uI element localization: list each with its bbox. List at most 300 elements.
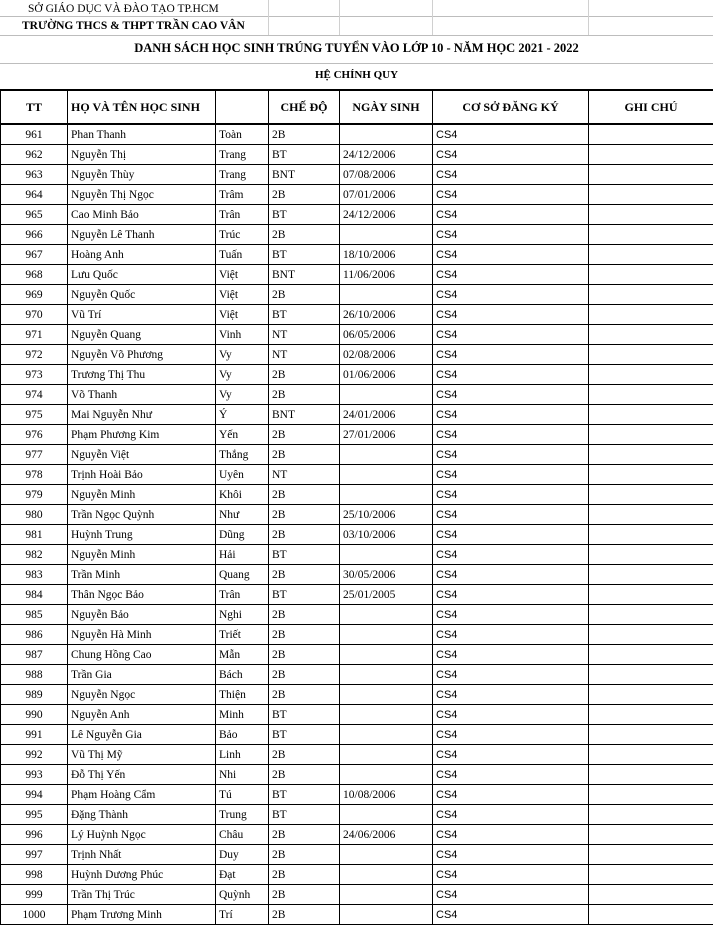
cell-given-name: Trâm [216, 185, 269, 205]
table-row [1, 124, 713, 145]
cell-birthdate: 02/08/2006 [340, 345, 433, 365]
cell-given-name: Bảo [216, 725, 269, 745]
cell-tt: 986 [1, 625, 68, 645]
cell-campus: CS4 [433, 625, 589, 645]
cell-regime: 2B [269, 124, 340, 145]
cell-birthdate: 06/05/2006 [340, 325, 433, 345]
cell-given-name: Triết [216, 625, 269, 645]
table-header-row [1, 90, 713, 124]
cell-regime: BT [269, 545, 340, 565]
column-header-note: GHI CHÚ [589, 90, 713, 124]
cell-regime: 2B [269, 825, 340, 845]
cell-campus: CS4 [433, 705, 589, 725]
cell-tt: 983 [1, 565, 68, 585]
cell-campus: CS4 [433, 445, 589, 465]
cell-birthdate: 24/12/2006 [340, 205, 433, 225]
table-row [1, 405, 713, 425]
cell-tt: 999 [1, 885, 68, 905]
sheet-gridline [339, 0, 340, 35]
cell-note [589, 245, 713, 265]
cell-family-name: Nguyễn Võ Phương [68, 345, 216, 365]
cell-tt: 979 [1, 485, 68, 505]
cell-family-name: Lưu Quốc [68, 265, 216, 285]
cell-birthdate: 25/10/2006 [340, 505, 433, 525]
cell-family-name: Phạm Trương Minh [68, 905, 216, 925]
cell-note [589, 145, 713, 165]
cell-regime: 2B [269, 565, 340, 585]
cell-regime: 2B [269, 625, 340, 645]
cell-note [589, 505, 713, 525]
cell-tt: 974 [1, 385, 68, 405]
cell-note [589, 285, 713, 305]
table-row [1, 605, 713, 625]
cell-campus: CS4 [433, 165, 589, 185]
cell-note [589, 845, 713, 865]
document-subtitle: HỆ CHÍNH QUY [0, 69, 713, 81]
cell-campus: CS4 [433, 845, 589, 865]
cell-birthdate [340, 665, 433, 685]
cell-note [589, 905, 713, 925]
cell-regime: 2B [269, 525, 340, 545]
table-row [1, 205, 713, 225]
cell-given-name: Uyên [216, 465, 269, 485]
cell-birthdate: 24/01/2006 [340, 405, 433, 425]
cell-regime: 2B [269, 645, 340, 665]
cell-note [589, 545, 713, 565]
cell-campus: CS4 [433, 185, 589, 205]
table-row [1, 465, 713, 485]
cell-given-name: Thắng [216, 445, 269, 465]
cell-given-name: Linh [216, 745, 269, 765]
cell-tt: 969 [1, 285, 68, 305]
table-row [1, 625, 713, 645]
cell-given-name: Vy [216, 345, 269, 365]
table-row [1, 185, 713, 205]
cell-birthdate [340, 765, 433, 785]
cell-campus: CS4 [433, 465, 589, 485]
cell-regime: 2B [269, 865, 340, 885]
cell-tt: 993 [1, 765, 68, 785]
cell-given-name: Khôi [216, 485, 269, 505]
cell-note [589, 465, 713, 485]
cell-family-name: Lê Nguyễn Gia [68, 725, 216, 745]
cell-family-name: Trịnh Nhất [68, 845, 216, 865]
cell-birthdate: 30/05/2006 [340, 565, 433, 585]
cell-regime: 2B [269, 185, 340, 205]
table-row [1, 725, 713, 745]
cell-tt: 968 [1, 265, 68, 285]
cell-campus: CS4 [433, 865, 589, 885]
cell-tt: 967 [1, 245, 68, 265]
cell-tt: 996 [1, 825, 68, 845]
cell-given-name: Việt [216, 265, 269, 285]
table-row [1, 545, 713, 565]
cell-given-name: Tuấn [216, 245, 269, 265]
cell-given-name: Ý [216, 405, 269, 425]
table-row [1, 805, 713, 825]
cell-regime: BT [269, 585, 340, 605]
table-row [1, 325, 713, 345]
cell-campus: CS4 [433, 305, 589, 325]
cell-given-name: Quang [216, 565, 269, 585]
cell-given-name: Hải [216, 545, 269, 565]
cell-family-name: Lý Huỳnh Ngọc [68, 825, 216, 845]
cell-campus: CS4 [433, 805, 589, 825]
cell-campus: CS4 [433, 145, 589, 165]
cell-campus: CS4 [433, 265, 589, 285]
table-row [1, 525, 713, 545]
cell-birthdate: 01/06/2006 [340, 365, 433, 385]
cell-campus: CS4 [433, 345, 589, 365]
cell-note [589, 325, 713, 345]
cell-given-name: Đạt [216, 865, 269, 885]
cell-campus: CS4 [433, 665, 589, 685]
cell-tt: 966 [1, 225, 68, 245]
cell-note [589, 665, 713, 685]
column-header-birthdate: NGÀY SINH [340, 90, 433, 124]
cell-family-name: Nguyễn Lê Thanh [68, 225, 216, 245]
cell-birthdate [340, 645, 433, 665]
cell-tt: 971 [1, 325, 68, 345]
cell-given-name: Nhi [216, 765, 269, 785]
cell-campus: CS4 [433, 885, 589, 905]
cell-regime: 2B [269, 485, 340, 505]
cell-campus: CS4 [433, 645, 589, 665]
cell-regime: BT [269, 725, 340, 745]
cell-birthdate: 27/01/2006 [340, 425, 433, 445]
cell-birthdate [340, 905, 433, 925]
table-row [1, 585, 713, 605]
column-header-tt: TT [1, 90, 68, 124]
cell-regime: 2B [269, 385, 340, 405]
column-header-regime: CHẾ ĐỘ [269, 90, 340, 124]
cell-tt: 962 [1, 145, 68, 165]
cell-tt: 965 [1, 205, 68, 225]
cell-campus: CS4 [433, 245, 589, 265]
cell-given-name: Vy [216, 385, 269, 405]
cell-regime: 2B [269, 685, 340, 705]
cell-tt: 977 [1, 445, 68, 465]
cell-family-name: Nguyễn Hà Minh [68, 625, 216, 645]
cell-note [589, 725, 713, 745]
student-table [0, 89, 713, 925]
cell-tt: 988 [1, 665, 68, 685]
table-row [1, 885, 713, 905]
cell-birthdate [340, 485, 433, 505]
cell-regime: 2B [269, 285, 340, 305]
cell-campus: CS4 [433, 505, 589, 525]
cell-tt: 984 [1, 585, 68, 605]
column-header-given-name [216, 90, 269, 124]
cell-campus: CS4 [433, 685, 589, 705]
table-row [1, 505, 713, 525]
cell-tt: 985 [1, 605, 68, 625]
cell-family-name: Nguyễn Minh [68, 545, 216, 565]
column-header-name: HỌ VÀ TÊN HỌC SINH [68, 90, 216, 124]
cell-note [589, 185, 713, 205]
cell-note [589, 705, 713, 725]
cell-family-name: Nguyễn Minh [68, 485, 216, 505]
cell-birthdate [340, 865, 433, 885]
table-row [1, 905, 713, 925]
cell-tt: 995 [1, 805, 68, 825]
cell-birthdate: 24/12/2006 [340, 145, 433, 165]
cell-tt: 964 [1, 185, 68, 205]
table-row [1, 565, 713, 585]
cell-note [589, 165, 713, 185]
cell-tt: 975 [1, 405, 68, 425]
cell-family-name: Huỳnh Dương Phúc [68, 865, 216, 885]
cell-family-name: Nguyễn Thị Ngọc [68, 185, 216, 205]
cell-family-name: Chung Hồng Cao [68, 645, 216, 665]
cell-note [589, 425, 713, 445]
cell-note [589, 225, 713, 245]
cell-given-name: Toàn [216, 124, 269, 145]
cell-family-name: Hoàng Anh [68, 245, 216, 265]
cell-note [589, 305, 713, 325]
table-row [1, 165, 713, 185]
cell-tt: 989 [1, 685, 68, 705]
cell-tt: 972 [1, 345, 68, 365]
cell-regime: 2B [269, 745, 340, 765]
cell-birthdate: 26/10/2006 [340, 305, 433, 325]
cell-birthdate [340, 725, 433, 745]
cell-given-name: Trang [216, 165, 269, 185]
cell-campus: CS4 [433, 525, 589, 545]
table-row [1, 865, 713, 885]
cell-given-name: Bách [216, 665, 269, 685]
cell-note [589, 805, 713, 825]
cell-birthdate [340, 605, 433, 625]
table-row [1, 445, 713, 465]
cell-tt: 970 [1, 305, 68, 325]
cell-given-name: Minh [216, 705, 269, 725]
sheet-gridline [432, 0, 433, 35]
cell-campus: CS4 [433, 765, 589, 785]
cell-given-name: Dũng [216, 525, 269, 545]
table-row [1, 425, 713, 445]
cell-given-name: Nghi [216, 605, 269, 625]
cell-given-name: Trí [216, 905, 269, 925]
cell-campus: CS4 [433, 365, 589, 385]
cell-tt: 990 [1, 705, 68, 725]
table-row [1, 665, 713, 685]
cell-tt: 992 [1, 745, 68, 765]
cell-tt: 963 [1, 165, 68, 185]
cell-campus: CS4 [433, 905, 589, 925]
cell-family-name: Nguyễn Thùy [68, 165, 216, 185]
cell-regime: BT [269, 705, 340, 725]
table-row [1, 705, 713, 725]
cell-regime: NT [269, 325, 340, 345]
cell-birthdate: 18/10/2006 [340, 245, 433, 265]
cell-family-name: Huỳnh Trung [68, 525, 216, 545]
table-row [1, 145, 713, 165]
cell-family-name: Võ Thanh [68, 385, 216, 405]
cell-campus: CS4 [433, 545, 589, 565]
cell-tt: 973 [1, 365, 68, 385]
cell-campus: CS4 [433, 785, 589, 805]
cell-birthdate [340, 465, 433, 485]
cell-family-name: Nguyễn Việt [68, 445, 216, 465]
cell-given-name: Vinh [216, 325, 269, 345]
cell-given-name: Trang [216, 145, 269, 165]
cell-given-name: Trúc [216, 225, 269, 245]
cell-tt: 981 [1, 525, 68, 545]
cell-family-name: Nguyễn Ngọc [68, 685, 216, 705]
cell-regime: NT [269, 345, 340, 365]
table-row [1, 745, 713, 765]
table-row [1, 685, 713, 705]
cell-note [589, 345, 713, 365]
cell-tt: 1000 [1, 905, 68, 925]
cell-given-name: Châu [216, 825, 269, 845]
cell-birthdate [340, 705, 433, 725]
cell-campus: CS4 [433, 745, 589, 765]
cell-regime: 2B [269, 425, 340, 445]
cell-given-name: Duy [216, 845, 269, 865]
cell-campus: CS4 [433, 425, 589, 445]
cell-family-name: Nguyễn Quốc [68, 285, 216, 305]
cell-regime: 2B [269, 225, 340, 245]
cell-note [589, 525, 713, 545]
cell-tt: 997 [1, 845, 68, 865]
cell-note [589, 485, 713, 505]
cell-tt: 976 [1, 425, 68, 445]
cell-regime: BT [269, 785, 340, 805]
cell-family-name: Trần Minh [68, 565, 216, 585]
cell-regime: 2B [269, 845, 340, 865]
cell-regime: BNT [269, 265, 340, 285]
cell-campus: CS4 [433, 825, 589, 845]
cell-regime: 2B [269, 665, 340, 685]
cell-given-name: Yến [216, 425, 269, 445]
table-row [1, 285, 713, 305]
cell-family-name: Thân Ngọc Bảo [68, 585, 216, 605]
column-header-campus: CƠ SỞ ĐĂNG KÝ [433, 90, 589, 124]
cell-note [589, 645, 713, 665]
cell-family-name: Đặng Thành [68, 805, 216, 825]
cell-given-name: Mẫn [216, 645, 269, 665]
school-name: TRƯỜNG THCS & THPT TRẦN CAO VÂN [22, 19, 245, 33]
cell-birthdate [340, 545, 433, 565]
cell-tt: 978 [1, 465, 68, 485]
cell-regime: NT [269, 465, 340, 485]
sheet-gridline [268, 0, 269, 35]
cell-regime: 2B [269, 605, 340, 625]
cell-campus: CS4 [433, 405, 589, 425]
cell-birthdate [340, 385, 433, 405]
cell-birthdate: 24/06/2006 [340, 825, 433, 845]
cell-note [589, 405, 713, 425]
cell-family-name: Trịnh Hoài Bảo [68, 465, 216, 485]
cell-family-name: Phạm Hoàng Cẩm [68, 785, 216, 805]
cell-campus: CS4 [433, 124, 589, 145]
cell-given-name: Thiện [216, 685, 269, 705]
cell-family-name: Nguyễn Bảo [68, 605, 216, 625]
cell-given-name: Trân [216, 585, 269, 605]
cell-tt: 980 [1, 505, 68, 525]
table-row [1, 825, 713, 845]
cell-tt: 998 [1, 865, 68, 885]
cell-tt: 994 [1, 785, 68, 805]
cell-birthdate [340, 124, 433, 145]
cell-given-name: Vy [216, 365, 269, 385]
cell-family-name: Cao Minh Bảo [68, 205, 216, 225]
cell-birthdate [340, 845, 433, 865]
cell-note [589, 885, 713, 905]
cell-regime: 2B [269, 885, 340, 905]
cell-family-name: Nguyễn Thị [68, 145, 216, 165]
cell-campus: CS4 [433, 605, 589, 625]
cell-birthdate: 07/01/2006 [340, 185, 433, 205]
cell-tt: 961 [1, 124, 68, 145]
table-row [1, 765, 713, 785]
cell-campus: CS4 [433, 205, 589, 225]
table-row [1, 245, 713, 265]
cell-family-name: Trần Thị Trúc [68, 885, 216, 905]
cell-regime: BT [269, 205, 340, 225]
table-row [1, 785, 713, 805]
cell-family-name: Trương Thị Thu [68, 365, 216, 385]
cell-regime: BT [269, 805, 340, 825]
table-row [1, 385, 713, 405]
cell-family-name: Trần Ngọc Quỳnh [68, 505, 216, 525]
cell-regime: 2B [269, 445, 340, 465]
cell-birthdate [340, 805, 433, 825]
cell-birthdate: 25/01/2005 [340, 585, 433, 605]
cell-note [589, 865, 713, 885]
cell-family-name: Nguyễn Quang [68, 325, 216, 345]
cell-given-name: Trung [216, 805, 269, 825]
cell-note [589, 565, 713, 585]
cell-regime: 2B [269, 505, 340, 525]
cell-note [589, 625, 713, 645]
cell-regime: 2B [269, 365, 340, 385]
cell-note [589, 785, 713, 805]
cell-given-name: Việt [216, 285, 269, 305]
cell-note [589, 765, 713, 785]
cell-regime: BT [269, 245, 340, 265]
cell-tt: 991 [1, 725, 68, 745]
cell-regime: 2B [269, 905, 340, 925]
table-row [1, 365, 713, 385]
table-row [1, 485, 713, 505]
cell-tt: 982 [1, 545, 68, 565]
table-row [1, 645, 713, 665]
cell-birthdate: 11/06/2006 [340, 265, 433, 285]
cell-regime: BT [269, 305, 340, 325]
cell-note [589, 385, 713, 405]
cell-note [589, 265, 713, 285]
cell-note [589, 585, 713, 605]
cell-tt: 987 [1, 645, 68, 665]
cell-family-name: Phạm Phương Kim [68, 425, 216, 445]
cell-campus: CS4 [433, 225, 589, 245]
document-title: DANH SÁCH HỌC SINH TRÚNG TUYỂN VÀO LỚP 10 - NĂM HỌC 2021 - 2022 [0, 41, 713, 56]
cell-note [589, 445, 713, 465]
cell-given-name: Quỳnh [216, 885, 269, 905]
table-row [1, 225, 713, 245]
cell-birthdate [340, 745, 433, 765]
cell-birthdate [340, 625, 433, 645]
cell-given-name: Trân [216, 205, 269, 225]
cell-birthdate [340, 685, 433, 705]
cell-campus: CS4 [433, 725, 589, 745]
cell-regime: BNT [269, 165, 340, 185]
cell-birthdate [340, 445, 433, 465]
cell-family-name: Vũ Thị Mỹ [68, 745, 216, 765]
